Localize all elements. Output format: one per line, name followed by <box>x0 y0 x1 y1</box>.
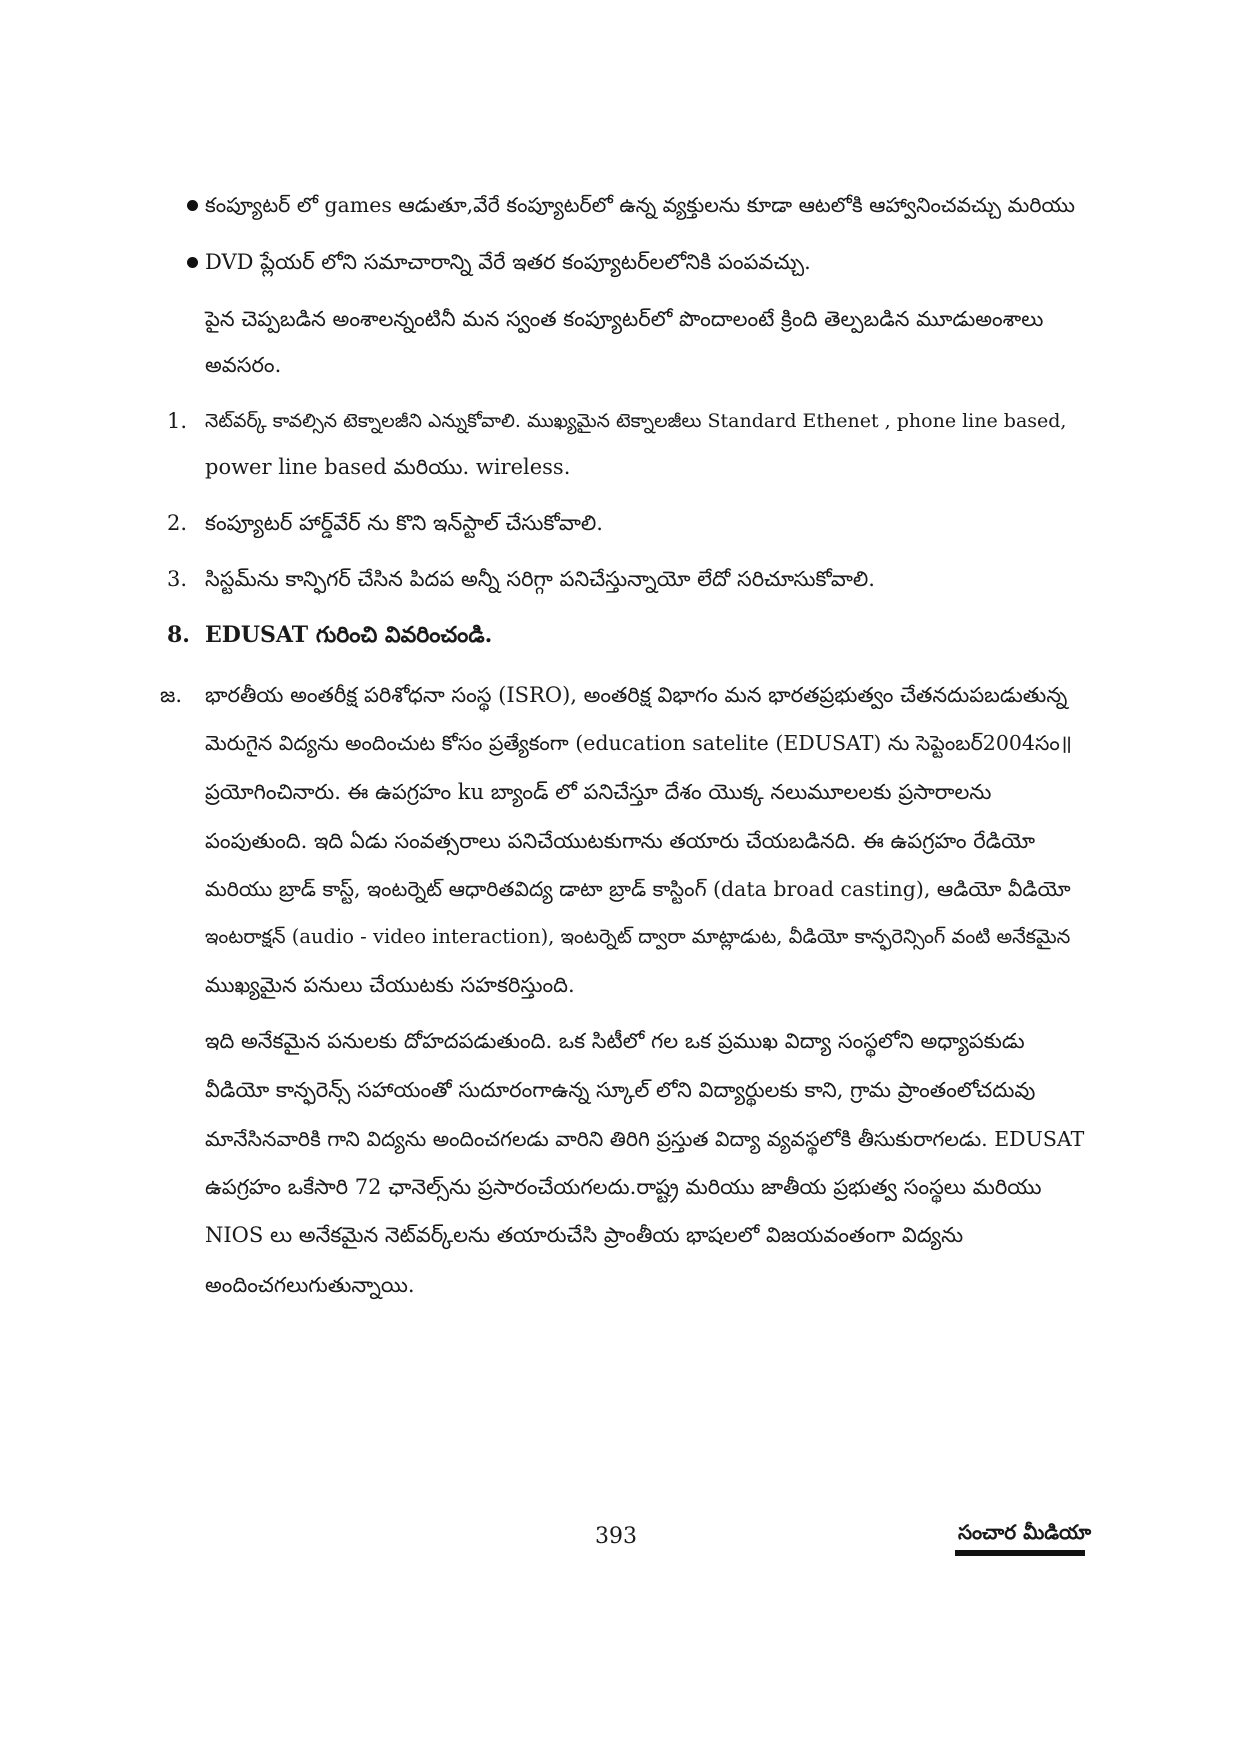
bullet-icon <box>187 257 198 268</box>
bullet-item: కంప్యూటర్ లో games ఆడుతూ,వేరే కంప్యూటర్‌లో ఉన్న వ్యక్తులను కూడా ఆటలోకి ఆహ్వానించవచ్చు మరియు <box>205 193 1075 217</box>
step-text: నెట్‌వర్క్ కావల్సిన టెక్నాలజీని ఎన్నుకోవాలి. ముఖ్యమైన టెక్నాలజీలు Standard Ethenet , phone line based, <box>205 410 1067 432</box>
step-number: 2. <box>167 511 188 535</box>
bullet-item: DVD ప్లేయర్ లోని సమాచారాన్ని వేరే ఇతర కంప్యూటర్‌లలోనికి పంపవచ్చు. <box>205 250 811 274</box>
footer-rule <box>955 1550 1085 1556</box>
answer-line: మరియు బ్రాడ్ కాస్ట్, ఇంటర్నెట్ ఆధారితవిద్య డాటా బ్రాడ్ కాస్టింగ్ (data broad casting), ఆడియో వీడియో <box>205 877 1071 901</box>
page-number: 393 <box>595 1524 637 1549</box>
step-text: కంప్యూటర్ హార్డ్‌వేర్ ను కొని ఇన్‌స్టాల్ చేసుకోవాలి. <box>205 511 603 535</box>
question-number: 8. <box>167 622 190 648</box>
answer-line: ఇంటరాక్షన్ (audio - video interaction), ఇంటర్నెట్ ద్వారా మాట్లాడుట, వీడియో కాన్ఫరెన్సింగ్ వంటి అనేకమైన <box>205 925 1071 948</box>
paragraph-line: ఉపగ్రహం ఒకేసారి 72 ఛానెల్స్‌ను ప్రసారంచేయగలదు.రాష్ట్ర మరియు జాతీయ ప్రభుత్వ సంస్థలు మరియు <box>205 1175 1042 1199</box>
step-number: 1. <box>167 409 188 433</box>
step-text: power line based మరియు. wireless. <box>205 455 571 479</box>
step-number: 3. <box>167 567 188 591</box>
paragraph-line: NIOS లు అనేకమైన నెట్‌వర్క్‌లను తయారుచేసి ప్రాంతీయ భాషలలో విజయవంతంగా విద్యను <box>205 1223 964 1247</box>
answer-line: మెరుగైన విద్యను అందించుట కోసం ప్రత్యేకంగా (education satelite (EDUSAT) ను సెప్టెంబర్2004సం॥ <box>205 731 1073 755</box>
intro-line: పైన చెప్పబడిన అంశాలన్నంటినీ మన స్వంత కంప్యూటర్‌లో పొందాలంటే క్రింది తెల్పబడిన మూడుఅంశాలు <box>205 307 1044 331</box>
paragraph-line: మానేసినవారికి గాని విద్యను అందించగలడు వారిని తిరిగి ప్రస్తుత విద్యా వ్యవస్థలోకి తీసుకురాగలడు. EDUSAT <box>205 1127 1085 1151</box>
paragraph-line: ఇది అనేకమైన పనులకు దోహదపడుతుంది. ఒక సిటీలో గల ఒక ప్రముఖ విద్యా సంస్థలోని అధ్యాపకుడు <box>205 1029 1025 1053</box>
footer-title: సంచార మీడియా <box>958 1520 1092 1544</box>
bullet-icon <box>187 200 198 211</box>
paragraph-line: వీడియో కాన్ఫరెన్స్ సహాయంతో సుదూరంగాఉన్న స్కూల్ లోని విద్యార్థులకు కాని, గ్రామ ప్రాంతంలోచదువు <box>205 1078 1036 1102</box>
answer-line: పంపుతుంది. ఇది ఏడు సంవత్సరాలు పనిచేయుటకుగాను తయారు చేయబడినది. ఈ ఉపగ్రహం రేడియో <box>205 829 1035 853</box>
intro-line: అవసరం. <box>205 353 282 377</box>
question-heading: EDUSAT గురించి వివరించండి. <box>205 622 493 648</box>
answer-line: ప్రయోగించినారు. ఈ ఉపగ్రహం ku బ్యాండ్ లో పనిచేస్తూ దేశం యొక్క నలుమూలలకు ప్రసారాలను <box>205 780 992 804</box>
answer-line: భారతీయ అంతరీక్ష పరిశోధనా సంస్థ (ISRO), అంతరిక్ష విభాగం మన భారతప్రభుత్వం చేతనదుపబడుతున్న <box>205 683 1068 707</box>
step-text: సిస్టమ్‌ను కాన్ఫిగర్ చేసిన పిదప అన్నీ సరిగ్గా పనిచేస్తున్నాయో లేదో సరిచూసుకోవాలి. <box>205 567 875 591</box>
paragraph-line: అందించగలుగుతున్నాయి. <box>205 1273 415 1297</box>
answer-label: జ. <box>160 683 183 707</box>
answer-line: ముఖ్యమైన పనులు చేయుటకు సహకరిస్తుంది. <box>205 973 575 997</box>
